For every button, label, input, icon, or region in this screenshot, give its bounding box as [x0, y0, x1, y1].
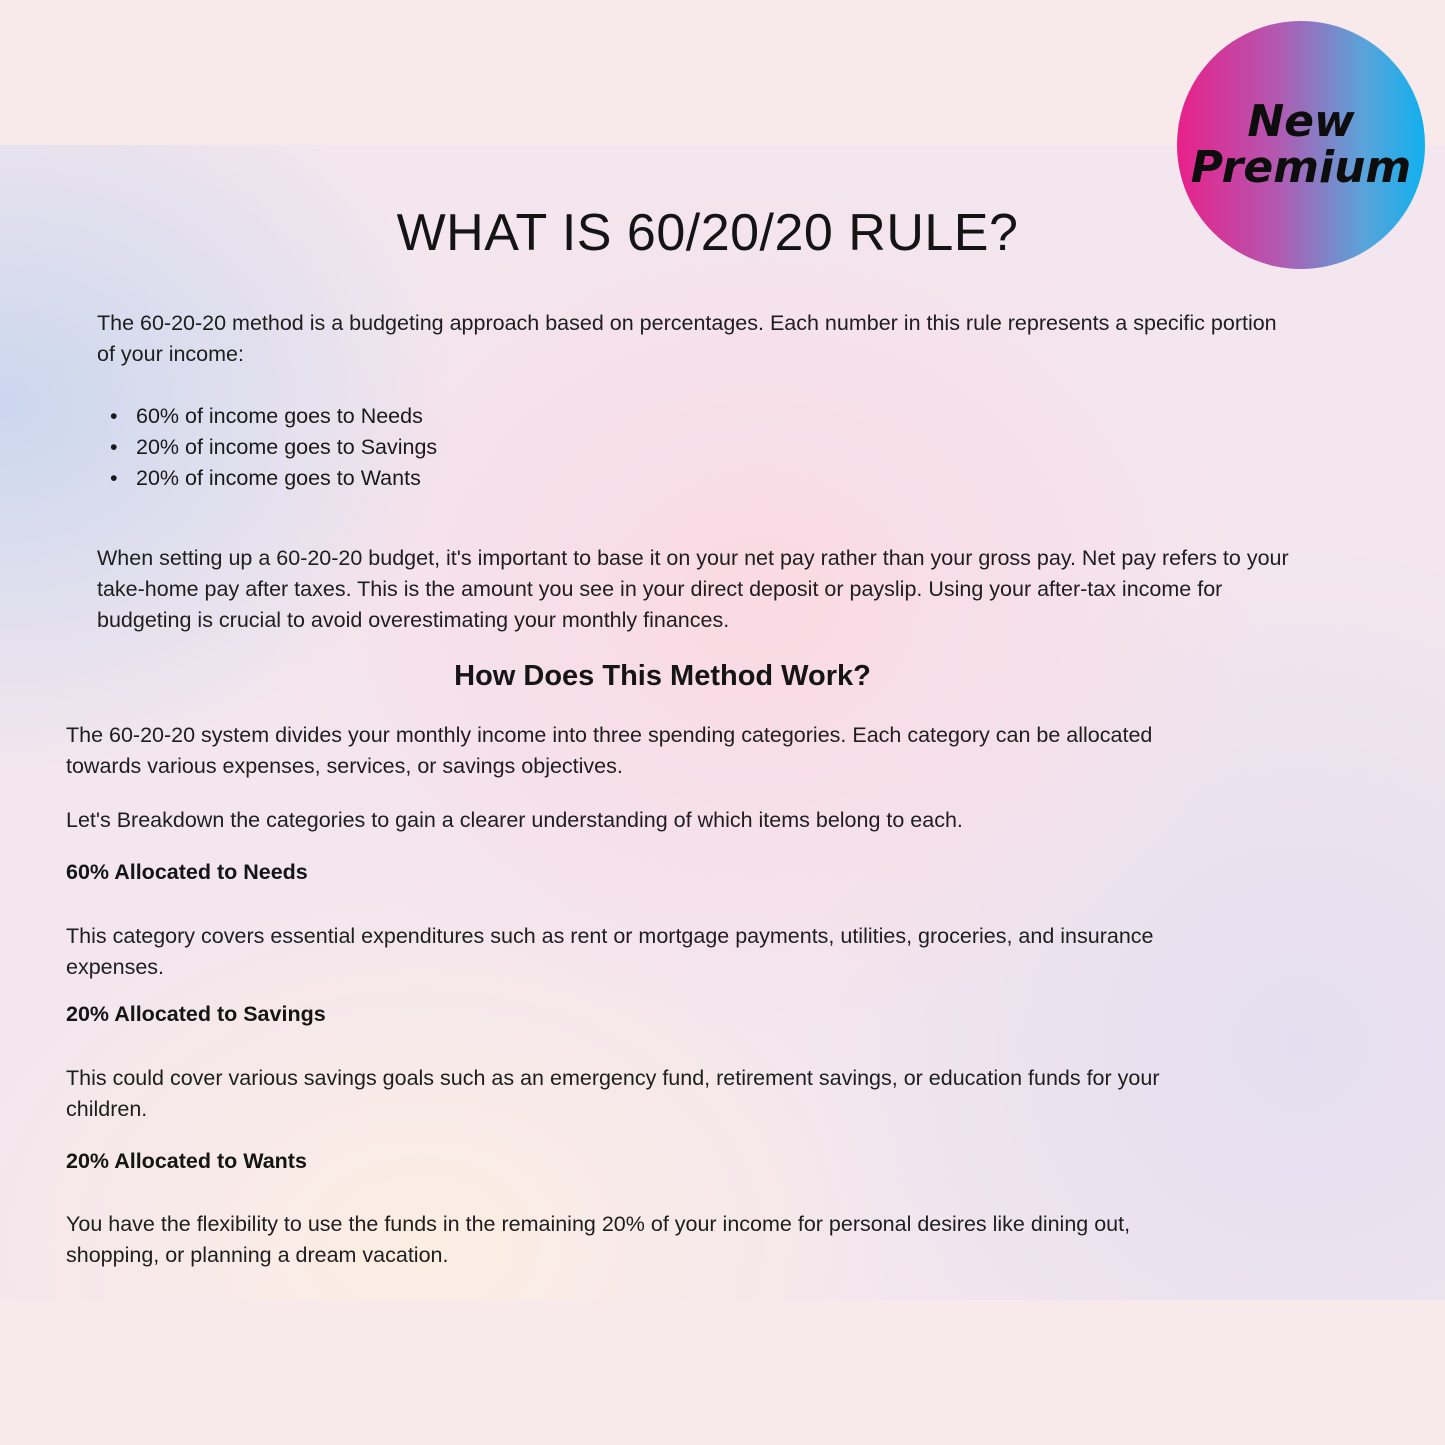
net-pay-paragraph: When setting up a 60-20-20 budget, it's important to base it on your net pay rather than your gross pay. Net pay refers to your take-home pay after taxes. This is the amount you see in your direct deposit or payslip. Using your after-tax income for budgeting is crucial to avoid overestimating your monthly finances. [97, 546, 1289, 632]
how-heading: How Does This Method Work? [454, 660, 871, 692]
wants-heading: 20% Allocated to Wants [66, 1149, 307, 1173]
savings-heading: 20% Allocated to Savings [66, 1002, 326, 1026]
allocation-list [110, 401, 437, 494]
wants-paragraph: You have the flexibility to use the funds in the remaining 20% of your income for personal desires like dining out, shopping, or planning a dream vacation. [66, 1212, 1131, 1267]
list-item: • 60% of income goes to Needs [110, 401, 437, 432]
list-item: • 20% of income goes to Wants [110, 463, 437, 494]
page-title: WHAT IS 60/20/20 RULE? [396, 204, 1019, 262]
badge-line-2: Premium [1190, 142, 1412, 193]
needs-heading: 60% Allocated to Needs [66, 860, 308, 884]
needs-paragraph: This category covers essential expenditures such as rent or mortgage payments, utilities, groceries, and insurance expenses. [66, 924, 1154, 979]
system-paragraph: The 60-20-20 system divides your monthly income into three spending categories. Each category can be allocated towards various expenses, services, or savings objectives. [66, 723, 1153, 778]
intro-paragraph: The 60-20-20 method is a budgeting approach based on percentages. Each number in this rule represents a specific portion of your income: [97, 311, 1277, 366]
breakdown-paragraph: Let's Breakdown the categories to gain a clearer understanding of which items belong to each. [66, 808, 963, 832]
list-item: • 20% of income goes to Savings [110, 432, 437, 463]
savings-paragraph: This could cover various savings goals such as an emergency fund, retirement savings, or education funds for your children. [66, 1066, 1160, 1121]
badge-line-1: New [1247, 96, 1355, 147]
